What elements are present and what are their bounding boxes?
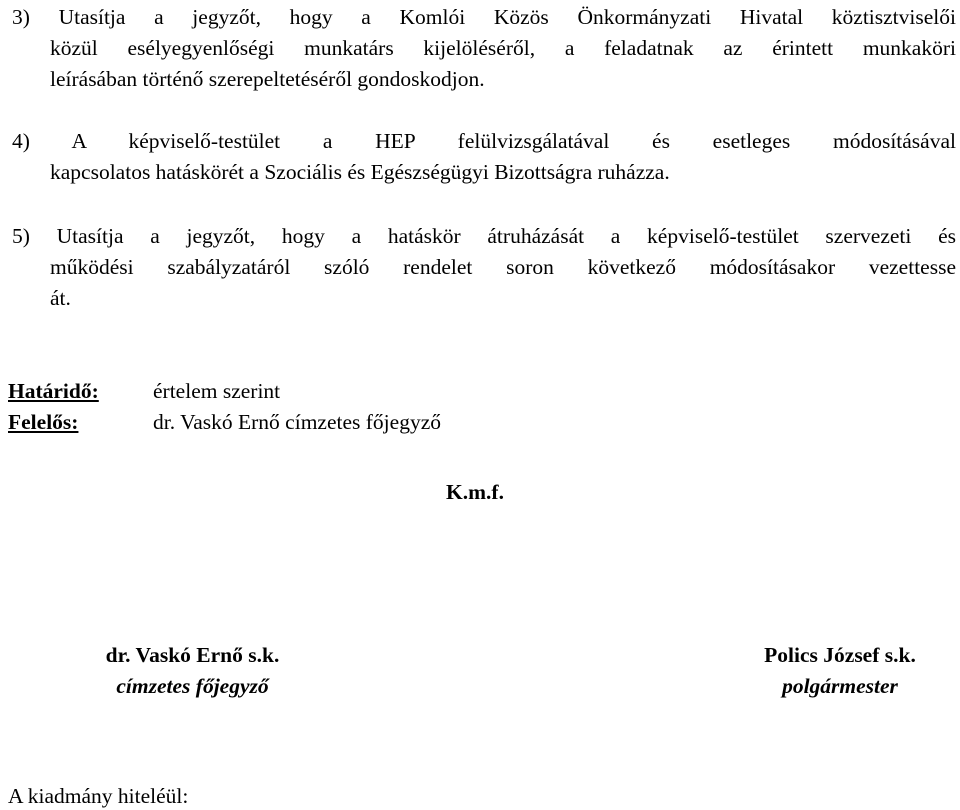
responsible-label: Felelős:: [8, 410, 79, 434]
paragraph-5-line-3: át.: [50, 286, 71, 310]
paragraph-4-line-2: kapcsolatos hatáskörét a Szociális és Egészségügyi Bizottságra ruházza.: [50, 160, 670, 184]
signature-right-title: polgármester: [782, 674, 898, 698]
deadline-value: értelem szerint: [153, 379, 281, 403]
paragraph-5-line-1: 5) Utasítja a jegyzőt, hogy a hatáskör átruházását a képviselő-testület szervezeti és: [12, 224, 956, 248]
signature-left-title: címzetes főjegyző: [116, 674, 269, 698]
paragraph-3-line-1: 3) Utasítja a jegyzőt, hogy a Komlói Közös Önkormányzati Hivatal köztisztviselői: [12, 5, 956, 29]
kmf-heading: [0, 480, 960, 505]
paragraph-4-line-1: 4) A képviselő-testület a HEP felülvizsgálatával és esetleges módosításával: [12, 129, 956, 153]
kmf-text: K.m.f.: [446, 480, 504, 504]
certification-line: A kiadmány hiteléül:: [8, 784, 189, 808]
signature-block-left: [70, 640, 315, 702]
paragraph-3-line-3: leírásában történő szerepeltetéséről gondoskodjon.: [50, 67, 485, 91]
paragraph-4: [12, 126, 956, 188]
paragraph-3: [12, 2, 956, 95]
paragraph-5: [12, 221, 956, 314]
paragraph-3-line-2: közül esélyegyenlőségi munkatárs kijelöléséről, a feladatnak az érintett munkaköri: [50, 36, 956, 60]
paragraph-5-line-2: működési szabályzatáról szóló rendelet soron következő módosításakor vezettesse: [50, 255, 956, 279]
signature-left-name: dr. Vaskó Ernő s.k.: [105, 643, 280, 667]
signature-right-name: Polics József s.k.: [764, 643, 916, 667]
deadline-label: Határidő:: [8, 379, 99, 403]
responsible-value: dr. Vaskó Ernő címzetes főjegyző: [153, 410, 441, 434]
signature-block-right: [730, 640, 950, 702]
